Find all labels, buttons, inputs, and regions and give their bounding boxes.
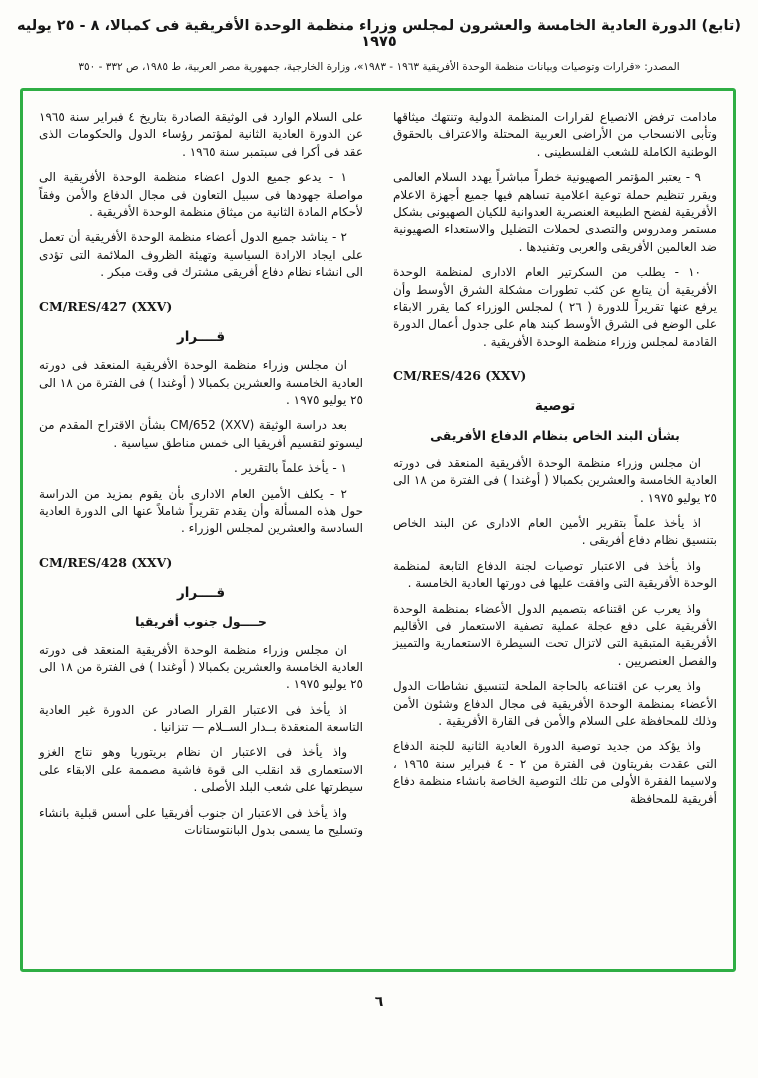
column-right	[393, 109, 717, 955]
section-subheading: حــــول جنوب أفريقيا	[135, 614, 267, 630]
paragraph: واذ يأخذ فى الاعتبار توصيات لجنة الدفاع التابعة لمنظمة الوحدة الأفريقية التى وافقت عليها فى دورتها العادية الخامسة .	[393, 558, 717, 591]
paragraph: اذ يأخذ فى الاعتبار القرار الصادر عن الدورة غير العادية التاسعة المنعقدة بــدار الســلام — تنزانيا .	[39, 702, 363, 735]
paragraph: ١٠ - يطلب من السكرتير العام الادارى لمنظمة الوحدة الأفريقية أن يتابع عن كثب تطورات مشكلة الشرق الأوسط وأن يرفع عنها تقريراً للدورة ( ٢٦ ) لمجلس الوزراء كما يقرر الابقاء على الوضع فى الشرق الأوسط كبند هام على جدول أعمال الدورة القادمة لمجلس وزراء منظمة الوحدة الأفريقية .	[393, 265, 717, 349]
column-left	[39, 109, 363, 955]
page-number: ٦	[374, 994, 384, 1010]
paragraph: ٩ - يعتبر المؤتمر الصهيونية خطراً مباشراً يهدد السلام العالمى ويقرر تنظيم حملة توعية اعلامية تساهم فيها جميع أجهزة الاعلام الأفريقية لفضح الطبيعة العنصرية العدوانية للكيان الصهيونى بشكل مستمر ومدروس والتصدى لحملات التضليل والاستعداء الصهيونية ضد العالمين الأفريقى والعربى وتفنيدها .	[393, 170, 717, 254]
paragraph: واذ يأخذ فى الاعتبار ان جنوب أفريقيا على أسس قبلية بانشاء وتسليح ما يسمى بدول البانتوستانات	[39, 805, 363, 838]
paragraph: اذ يأخذ علماً بتقرير الأمين العام الادارى عن البند الخاص بتنسيق نظام دفاع أفريقى .	[393, 516, 717, 548]
section-heading: قــــرار	[176, 328, 226, 345]
paragraph: ان مجلس وزراء منظمة الوحدة الأفريقية المنعقد فى دورته العادية الخامسة والعشرين بكمبالا ( أوغندا ) فى الفترة من ١٨ الى ٢٥ يوليو ١٩٧٥ .	[393, 455, 718, 505]
paragraph: على السلام الوارد فى الوثيقة الصادرة بتاريخ ٤ فبراير سنة ١٩٦٥ عن الدورة العادية الثانية لمؤتمر رؤساء الدول والحكومات الذى عقد فى أكرا فى سبتمبر سنة ١٩٦٥ .	[39, 110, 364, 159]
paragraph: واذ يؤكد من جديد توصية الدورة العادية الثانية للجنة الدفاع التى عقدت بفريتاون فى الفترة من ٢ - ٤ فبراير سنة ١٩٦٥ ، ولاسيما الفقرة الأولى من تلك التوصية الخاصة بانشاء منظمة دفاع أفريقية للمحافظة	[393, 739, 718, 806]
paragraph: مادامت ترفض الانصياع لقرارات المنظمة الدولية وتنتهك ميثاقها وتأبى الانسحاب من الأراضى العربية المحتلة والاعتراف بالحقوق الوطنية الكاملة للشعب الفلسطينى .	[393, 110, 717, 159]
header-source: المصدر: «قرارات وتوصيات وبيانات منظمة الوحدة الأفريقية ١٩٦٣ - ١٩٨٣»، وزارة الخارجية، جمهورية مصر العربية، ط ١٩٨٥، ص ٣٣٢ - ٣٥٠	[78, 61, 680, 73]
section-heading: قــــرار	[176, 584, 226, 601]
section-subheading: بشأن البند الخاص بنظام الدفاع الأفريقى	[430, 427, 680, 443]
resolution-code: CM/RES/428 (XXV)	[39, 554, 173, 570]
paragraph: بعد دراسة الوثيقة CM/652 (XXV) بشأن الاقتراح المقدم من ليسوتو لتقسيم أفريقيا الى خمس مناطق سياسية .	[39, 418, 363, 450]
paragraph: ١ - يأخذ علماً بالتقرير .	[233, 461, 347, 476]
columns	[39, 109, 717, 955]
paragraph: ٢ - يكلف الأمين العام الادارى بأن يقوم بمزيد من الدراسة حول هذه المسألة وأن يقدم تقريراً شاملاً عنها الى الدورة العادية السادسة والعشرين لمجلس الوزراء .	[39, 486, 363, 536]
paragraph: واذ يأخذ فى الاعتبار ان نظام بريتوريا وهو نتاج الغزو الاستعمارى قد انقلب الى قوة فاشية مصممة على الابقاء على سيطرتها على شعب البلد الأصلى .	[39, 745, 363, 795]
content-frame	[20, 88, 736, 972]
paragraph: ٢ - يناشد جميع الدول أعضاء منظمة الوحدة الأفريقية أن تعمل على ايجاد الارادة السياسية وتهيئة الظروف الملائمة التى تؤدى الى انشاء نظام دفاع أفريقى مشترك فى وقت مبكر .	[39, 230, 363, 280]
page-header	[0, 0, 758, 73]
paragraph: ان مجلس وزراء منظمة الوحدة الأفريقية المنعقد فى دورته العادية الخامسة والعشرين بكمبالا ( أوغندا ) فى الفترة من ١٨ الى ٢٥ يوليو ١٩٧٥ .	[39, 642, 364, 692]
section-heading: توصية	[534, 398, 576, 415]
paragraph: واذ يعرب عن اقتناعه بتصميم الدول الأعضاء بمنظمة الوحدة الأفريقية على دفع عجلة عملية تصفية الاستعمار فى الأقاليم الأفريقية المتبقية التى لاتزال تحت السيطرة الاستعمارية والتمييز والفصل العنصريين .	[393, 601, 717, 668]
resolution-code: CM/RES/427 (XXV)	[39, 298, 173, 314]
paragraph: ١ - يدعو جميع الدول اعضاء منظمة الوحدة الأفريقية الى مواصلة جهودها فى سبيل التعاون فى مجال الدفاع والأمن وفقاً لأحكام المادة الثانية من ميثاق منظمة الوحدة الأفريقية .	[39, 170, 363, 219]
paragraph: ان مجلس وزراء منظمة الوحدة الأفريقية المنعقد فى دورته العادية الخامسة والعشرين بكمبالا ( أوغندا ) فى الفترة من ١٨ الى ٢٥ يوليو ١٩٧٥ .	[39, 358, 364, 407]
resolution-code: CM/RES/426 (XXV)	[393, 368, 527, 384]
paragraph: واذ يعرب عن اقتناعه بالحاجة الملحة لتنسيق نشاطات الدول الأعضاء بمنظمة الوحدة الأفريقية فى مجال الدفاع وشئون الأمن وذلك للمحافظة على السلام والأمن فى القارة الأفريقية .	[393, 679, 717, 728]
header-title: (تابع) الدورة العادية الخامسة والعشرون لمجلس وزراء منظمة الوحدة الأفريقية فى كمبالا، ٨ - ٢٥ يوليه ١٩٧٥	[17, 18, 741, 50]
